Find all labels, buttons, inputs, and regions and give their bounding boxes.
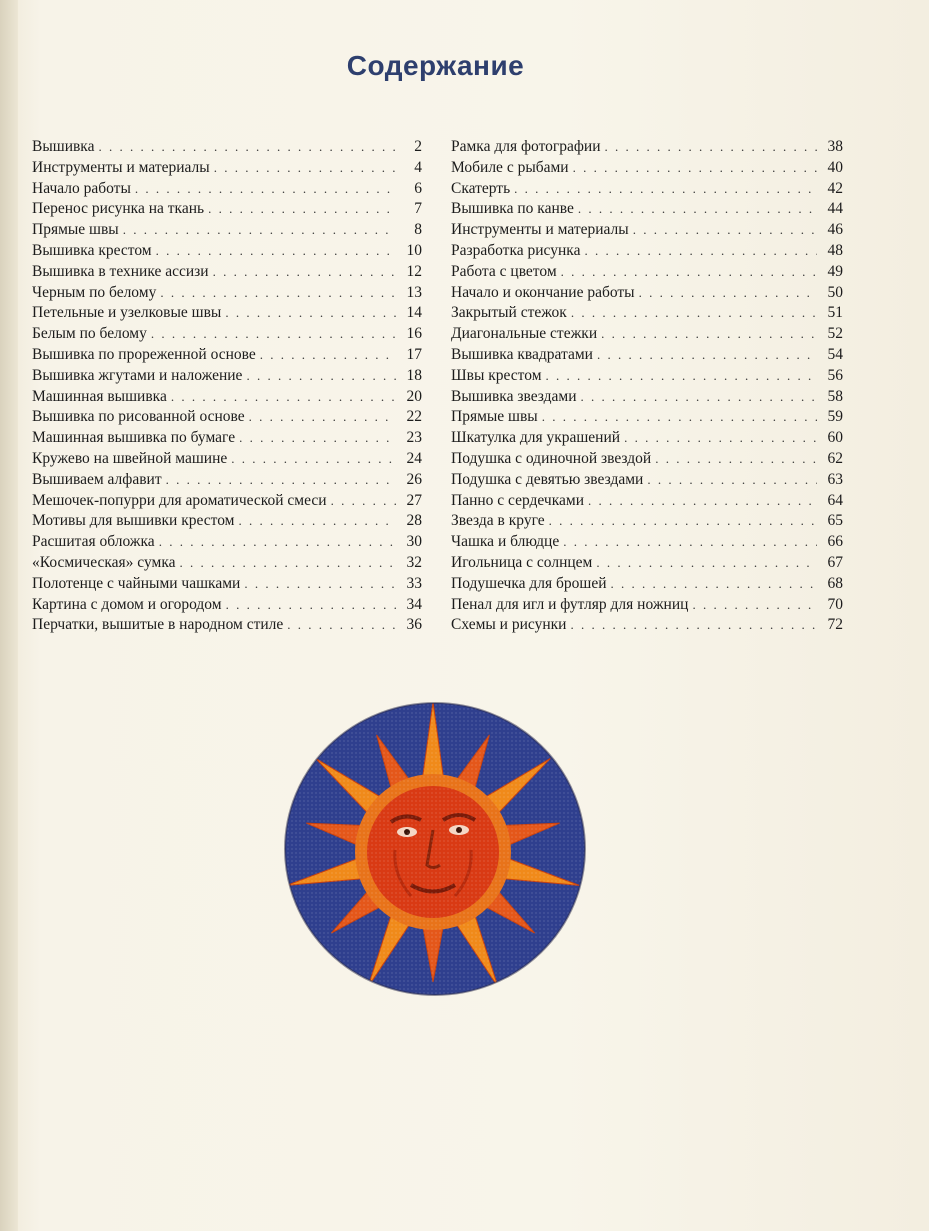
toc-entry-page-number: 54 [827, 345, 843, 363]
toc-entry-title: Подушка с одиночной звездой [451, 449, 652, 467]
embroidered-sun-illustration [283, 700, 588, 998]
toc-entry-title: Закрытый стежок [451, 304, 567, 322]
toc-entry-title: Расшитая обложка [32, 533, 155, 551]
toc-dot-leader [249, 407, 396, 428]
toc-entry-title: Рамка для фотографии [451, 138, 601, 155]
toc-entry-title: Вышивка крестом [32, 241, 152, 259]
toc-entry-page-number: 51 [827, 304, 843, 322]
toc-entry [451, 179, 843, 200]
toc-entry [451, 491, 843, 512]
toc-entry [451, 387, 843, 408]
toc-dot-leader [563, 532, 817, 553]
toc-dot-leader [573, 158, 817, 179]
toc-dot-leader [588, 491, 817, 512]
toc-entry-page-number: 30 [406, 533, 422, 551]
toc-dot-leader [571, 303, 817, 324]
toc-entry-title: Машинная вышивка [32, 387, 167, 405]
toc-entry-page-number: 12 [406, 262, 422, 280]
toc-entry-title: Вышиваем алфавит [32, 470, 162, 488]
toc-entry [32, 511, 422, 532]
toc-entry-page-number: 32 [406, 553, 422, 571]
toc-entry [32, 491, 422, 512]
toc-entry [451, 511, 843, 532]
toc-dot-leader [561, 262, 817, 283]
toc-entry-page-number: 16 [406, 325, 422, 343]
toc-entry-page-number: 8 [414, 221, 422, 239]
toc-entry [451, 283, 843, 304]
toc-entry [451, 407, 843, 428]
toc-dot-leader [260, 345, 396, 366]
toc-entry-title: Вышивка по прореженной основе [32, 345, 256, 363]
toc-entry-title: Скатерть [451, 179, 511, 197]
toc-entry [451, 303, 843, 324]
toc-entry [32, 615, 422, 636]
toc-entry-title: Диагональные стежки [451, 325, 598, 343]
toc-entry-title: Белым по белому [32, 325, 147, 343]
toc-entry-page-number: 33 [406, 574, 422, 592]
toc-entry [32, 428, 422, 449]
toc-entry-page-number: 23 [406, 429, 422, 447]
toc-dot-leader [287, 615, 396, 636]
toc-dot-leader [601, 324, 817, 345]
toc-dot-leader [226, 595, 396, 616]
toc-entry-page-number: 28 [406, 512, 422, 530]
toc-entry [32, 199, 422, 220]
toc-dot-leader [639, 283, 817, 304]
toc-entry [451, 595, 843, 616]
toc-entry [32, 532, 422, 553]
toc-entry [451, 428, 843, 449]
toc-dot-leader [596, 553, 817, 574]
toc-entry [451, 220, 843, 241]
toc-dot-leader [546, 366, 817, 387]
toc-entry [451, 158, 843, 179]
toc-dot-leader [655, 449, 817, 470]
toc-entry-page-number: 50 [827, 283, 843, 301]
toc-dot-leader [244, 574, 396, 595]
toc-entry [32, 283, 422, 304]
toc-entry-title: Инструменты и материалы [32, 158, 210, 176]
toc-entry-page-number: 24 [406, 449, 422, 467]
toc-entry-title: Вышивка по рисованной основе [32, 408, 245, 426]
toc-entry-page-number: 40 [827, 158, 843, 176]
toc-entry [451, 532, 843, 553]
toc-entry [32, 595, 422, 616]
toc-entry-title: Вышивка звездами [451, 387, 577, 405]
toc-entry-page-number: 46 [827, 221, 843, 239]
toc-entry [32, 303, 422, 324]
toc-entry-page-number: 7 [414, 200, 422, 218]
toc-entry-title: Мобиле с рыбами [451, 158, 569, 176]
toc-entry-page-number: 20 [406, 387, 422, 405]
toc-entry-page-number: 26 [406, 470, 422, 488]
toc-dot-leader [692, 595, 817, 616]
toc-dot-leader [156, 241, 396, 262]
toc-entry-title: Черным по белому [32, 283, 157, 301]
toc-entry-title: Прямые швы [451, 408, 538, 426]
toc-entry [32, 574, 422, 595]
toc-dot-leader [633, 220, 817, 241]
toc-entry-title: Вышивка квадратами [451, 345, 593, 363]
toc-dot-leader [166, 470, 396, 491]
toc-entry [32, 470, 422, 491]
toc-entry [32, 220, 422, 241]
toc-entry [451, 345, 843, 366]
toc-entry-title: Чашка и блюдце [451, 533, 560, 551]
toc-entry-title: Работа с цветом [451, 262, 557, 280]
toc-dot-leader [238, 511, 396, 532]
toc-entry-title: Подушечка для брошей [451, 574, 607, 592]
toc-entry [451, 324, 843, 345]
toc-entry-page-number: 38 [827, 138, 843, 155]
toc-entry [451, 615, 843, 636]
toc-entry-title: Вышивка [32, 138, 95, 155]
toc-entry-page-number: 34 [406, 595, 422, 613]
toc-entry [451, 262, 843, 283]
toc-entry [451, 470, 843, 491]
toc-dot-leader [580, 387, 817, 408]
toc-entry-page-number: 72 [827, 616, 843, 634]
toc-entry-page-number: 49 [827, 262, 843, 280]
toc-dot-leader [246, 366, 396, 387]
toc-dot-leader [213, 262, 396, 283]
toc-entry-page-number: 70 [827, 595, 843, 613]
toc-dot-leader [331, 491, 396, 512]
toc-entry-page-number: 66 [827, 533, 843, 551]
toc-dot-leader [597, 345, 817, 366]
toc-dot-leader [514, 179, 817, 200]
toc-entry-page-number: 44 [827, 200, 843, 218]
toc-entry [32, 262, 422, 283]
toc-dot-leader [123, 220, 396, 241]
toc-entry-title: Петельные и узелковые швы [32, 304, 222, 322]
toc-entry-page-number: 36 [406, 616, 422, 634]
toc-entry [32, 407, 422, 428]
toc-dot-leader [611, 574, 817, 595]
toc-entry [451, 137, 843, 158]
toc-entry-title: Подушка с девятью звездами [451, 470, 644, 488]
toc-entry-page-number: 10 [406, 241, 422, 259]
toc-entry [32, 137, 422, 158]
toc-entry-title: Разработка рисунка [451, 241, 581, 259]
toc-dot-leader [159, 532, 396, 553]
toc-entry-title: Мешочек-попурри для ароматической смеси [32, 491, 327, 509]
toc-dot-leader [135, 179, 396, 200]
toc-dot-leader [231, 449, 396, 470]
toc-entry-page-number: 4 [414, 158, 422, 176]
toc-dot-leader [171, 387, 396, 408]
page-title: Содержание [346, 50, 525, 81]
toc-entry [32, 366, 422, 387]
toc-entry-title: Схемы и рисунки [451, 616, 567, 634]
toc-dot-leader [624, 428, 817, 449]
toc-dot-leader [605, 137, 817, 158]
toc-dot-leader [208, 199, 396, 220]
toc-column-left [32, 137, 422, 636]
toc-entry-page-number: 60 [827, 429, 843, 447]
toc-entry-title: Кружево на швейной машине [32, 449, 228, 467]
toc-entry-page-number: 68 [827, 574, 843, 592]
toc-dot-leader [225, 303, 396, 324]
toc-entry-title: Вышивка жгутами и наложение [32, 366, 243, 384]
toc-entry-title: Пенал для игл и футляр для ножниц [451, 595, 689, 613]
toc-dot-leader [239, 428, 396, 449]
toc-entry [32, 345, 422, 366]
toc-entry-page-number: 59 [827, 408, 843, 426]
toc-entry-title: Полотенце с чайными чашками [32, 574, 241, 592]
toc-entry [32, 449, 422, 470]
toc-entry-page-number: 64 [827, 491, 843, 509]
toc-entry [32, 179, 422, 200]
toc-entry [32, 241, 422, 262]
toc-entry-page-number: 2 [414, 138, 422, 155]
toc-entry [451, 199, 843, 220]
toc-entry-title: Панно с сердечками [451, 491, 584, 509]
toc-entry [451, 574, 843, 595]
sun-icon [283, 700, 588, 998]
toc-entry-page-number: 48 [827, 241, 843, 259]
toc-entry [32, 387, 422, 408]
toc-entry-page-number: 42 [827, 179, 843, 197]
toc-entry-title: Швы крестом [451, 366, 542, 384]
toc-entry-title: Шкатулка для украшений [451, 429, 621, 447]
toc-entry-page-number: 56 [827, 366, 843, 384]
toc-entry-page-number: 27 [406, 491, 422, 509]
page-gutter [0, 0, 18, 1231]
toc-entry [32, 553, 422, 574]
toc-entry-page-number: 62 [827, 449, 843, 467]
toc-entry-page-number: 18 [406, 366, 422, 384]
toc-entry-page-number: 52 [827, 325, 843, 343]
toc-entry [32, 324, 422, 345]
toc-dot-leader [98, 137, 396, 158]
toc-entry-title: Прямые швы [32, 221, 119, 239]
toc-dot-leader [570, 615, 817, 636]
toc-entry [32, 158, 422, 179]
toc-dot-leader [584, 241, 817, 262]
toc-entry-title: Звезда в круге [451, 512, 545, 530]
toc-entry [451, 366, 843, 387]
toc-entry-title: Вышивка в технике ассизи [32, 262, 209, 280]
toc-entry-title: Игольница с солнцем [451, 553, 593, 571]
toc-entry [451, 241, 843, 262]
toc-entry-title: Мотивы для вышивки крестом [32, 512, 235, 530]
toc-entry [451, 449, 843, 470]
toc-entry-title: «Космическая» сумка [32, 553, 176, 571]
toc-entry-title: Начало работы [32, 179, 131, 197]
toc-dot-leader [180, 553, 396, 574]
toc-entry-title: Начало и окончание работы [451, 283, 635, 301]
toc-dot-leader [151, 324, 396, 345]
toc-entry-page-number: 14 [406, 304, 422, 322]
toc-dot-leader [549, 511, 817, 532]
toc-dot-leader [160, 283, 396, 304]
toc-entry [451, 553, 843, 574]
toc-entry-title: Вышивка по канве [451, 200, 574, 218]
toc-entry-page-number: 67 [827, 553, 843, 571]
toc-entry-page-number: 22 [406, 408, 422, 426]
toc-dot-leader [542, 407, 817, 428]
toc-entry-title: Машинная вышивка по бумаге [32, 429, 236, 447]
toc-dot-leader [647, 470, 817, 491]
toc-entry-page-number: 13 [406, 283, 422, 301]
toc-entry-page-number: 63 [827, 470, 843, 488]
toc-entry-title: Инструменты и материалы [451, 221, 629, 239]
toc-dot-leader [214, 158, 396, 179]
toc-entry-title: Перчатки, вышитые в народном стиле [32, 616, 284, 634]
toc-entry-page-number: 17 [406, 345, 422, 363]
toc-entry-page-number: 6 [414, 179, 422, 197]
toc-entry-title: Перенос рисунка на ткань [32, 200, 205, 218]
toc-entry-page-number: 58 [827, 387, 843, 405]
toc-dot-leader [578, 199, 817, 220]
toc-entry-page-number: 65 [827, 512, 843, 530]
toc-column-right [451, 137, 843, 636]
toc-entry-title: Картина с домом и огородом [32, 595, 222, 613]
